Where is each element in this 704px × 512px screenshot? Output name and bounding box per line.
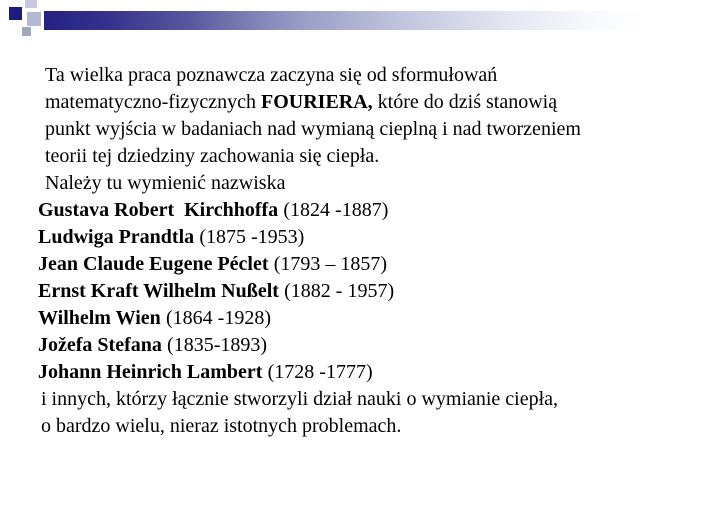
scientist-name: Jožefa Stefana: [38, 334, 162, 356]
intro-line-2-pre: matematyczno-fizycznych: [45, 91, 261, 113]
decor-square-light: [25, 0, 37, 8]
scientist-years: (1864 -1928): [166, 307, 271, 329]
intro-line-5: Należy tu wymienić nazwiska: [45, 172, 286, 194]
intro-line-2-post: które do dziś stanowią: [372, 91, 558, 113]
scientist-name: Wilhelm Wien: [38, 307, 161, 329]
scientist-name: Jean Claude Eugene Péclet: [38, 253, 269, 275]
scientist-name: Ernst Kraft Wilhelm Nußelt: [38, 280, 279, 302]
intro-line-2: [38, 89, 696, 116]
header-decoration: [0, 0, 704, 46]
outro-line-1: i innych, którzy łącznie stworzyli dział nauki o wymianie ciepła,: [41, 388, 559, 410]
scientist-row: [38, 197, 696, 224]
slide-body-text: [38, 62, 696, 440]
header-gradient-bar: [44, 11, 704, 30]
decor-square-medium: [27, 12, 41, 26]
decor-square-small: [22, 27, 31, 36]
fouriera-bold-text: FOURIERA,: [261, 91, 373, 113]
intro-line-4: teorii tej dziedziny zachowania się ciepła.: [45, 145, 380, 167]
scientist-years: (1875 -1953): [199, 226, 305, 248]
scientist-years: (1793 – 1857): [273, 253, 388, 275]
scientist-row: [38, 359, 696, 386]
scientist-years: (1835-1893): [167, 334, 268, 356]
scientist-name: Ludwiga Prandtla: [38, 226, 195, 248]
decor-square-navy: [9, 7, 22, 20]
scientist-row: [38, 224, 696, 251]
scientist-row: [38, 251, 696, 278]
scientist-years: (1882 - 1957): [284, 280, 395, 302]
scientist-name: Johann Heinrich Lambert: [38, 361, 263, 383]
scientist-years: (1824 -1887): [283, 199, 389, 221]
outro-line-2: o bardzo wielu, nieraz istotnych problemach.: [41, 415, 402, 437]
intro-line-3: punkt wyjścia w badaniach nad wymianą cieplną i nad tworzeniem: [45, 118, 581, 140]
scientist-row: [38, 332, 696, 359]
scientist-years: (1728 -1777): [267, 361, 373, 383]
scientist-name: Gustava Robert Kirchhoffa: [38, 199, 279, 221]
scientist-row: [38, 278, 696, 305]
intro-line-1: Ta wielka praca poznawcza zaczyna się od sformułowań: [45, 64, 498, 86]
scientist-row: [38, 305, 696, 332]
